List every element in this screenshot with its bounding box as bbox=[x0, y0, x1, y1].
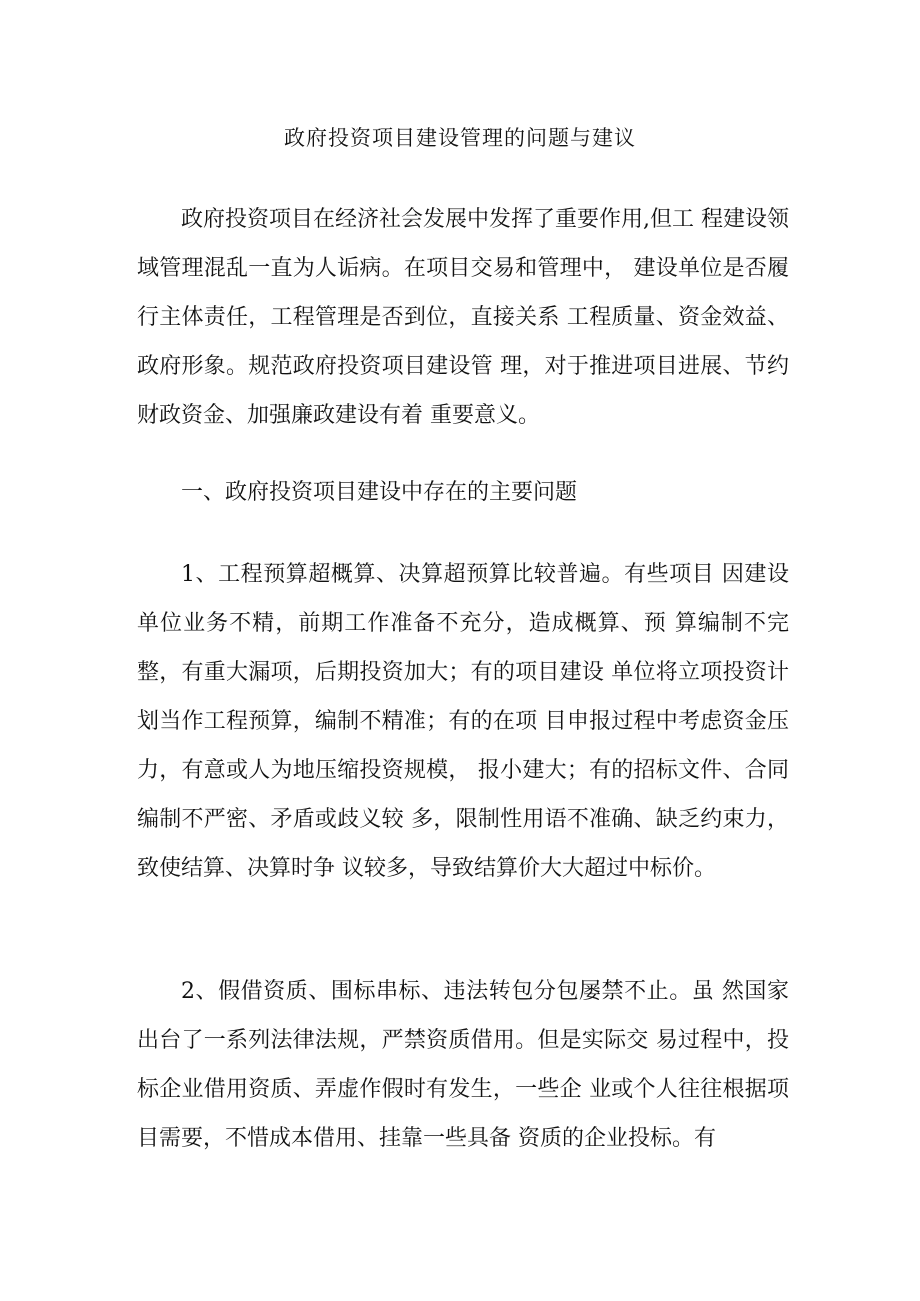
document-title: 政府投资项目建设管理的问题与建议 bbox=[284, 126, 636, 150]
intro-paragraph: 政府投资项目在经济社会发展中发挥了重要作用,但工 程建设领域管理混乱一直为人诟病。在项目交易和管理中， 建设单位是否履行主体责任，工程管理是否到位，直接关系 工程质量、资金效益、政府形象。规范政府投资项目建设管 理，对于推进项目进展、节约财政资金、加强廉政建设有着 重要意义。 bbox=[137, 207, 789, 428]
point-1-paragraph: 1、工程预算超概算、决算超预算比较普遍。有些项目 因建设单位业务不精，前期工作准备不充分，造成概算、预 算编制不完整，有重大漏项，后期投资加大；有的项目建设 单位将立项投资计划当作工程预算，编制不精准；有的在项 目申报过程中考虑资金压力，有意或人为地压缩投资规模， 报小建大；有的招标文件、合同编制不严密、矛盾或歧义较 多，限制性用语不准确、缺乏约束力，致使结算、决算时争 议较多，导致结算价大大超过中标价。 bbox=[137, 562, 789, 881]
point-2-paragraph: 2、假借资质、围标串标、违法转包分包屡禁不止。虽 然国家出台了一系列法律法规，严禁资质借用。但是实际交 易过程中，投标企业借用资质、弄虚作假时有发生，一些企 业或个人往往根据项目需要，不惜成本借用、挂靠一些具备 资质的企业投标。有 bbox=[137, 979, 789, 1151]
section-heading: 一、政府投资项目建设中存在的主要问题 bbox=[181, 480, 578, 505]
